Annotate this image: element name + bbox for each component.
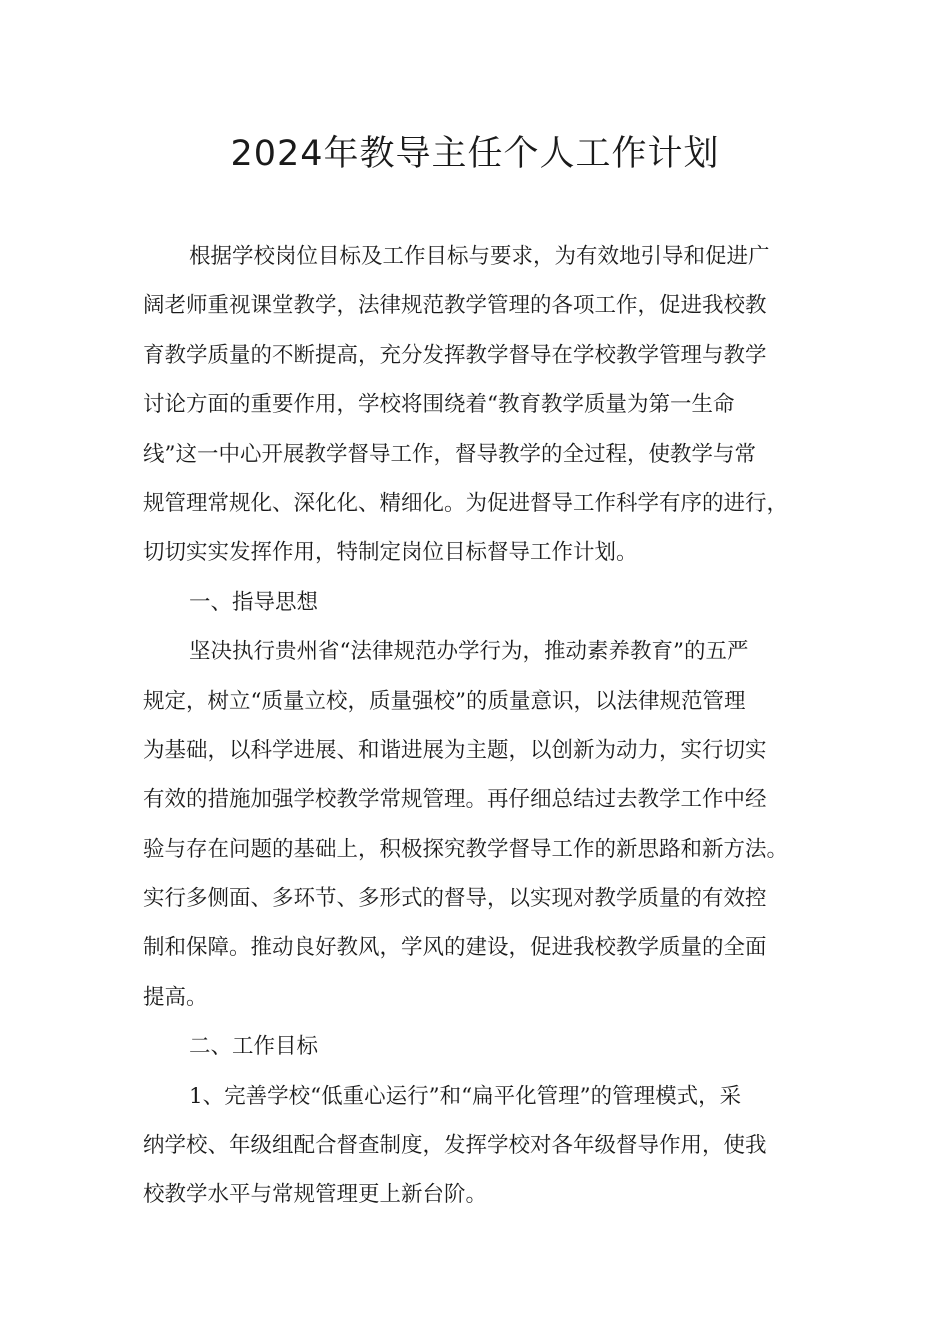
paragraph-guiding-line: 提高。 <box>143 984 208 1010</box>
paragraph-intro-line: 切切实实发挥作用，特制定岗位目标督导工作计划。 <box>143 540 638 566</box>
paragraph-intro-line: 育教学质量的不断提高，充分发挥教学督导在学校教学管理与教学 <box>143 342 767 368</box>
section-heading-work-goals: 二、工作目标 <box>189 1034 319 1060</box>
document-title: 2024年教导主任个人工作计划 <box>230 134 720 174</box>
paragraph-guiding-line: 为基础，以科学进展、和谐进展为主题，以创新为动力，实行切实 <box>143 737 767 763</box>
paragraph-intro-line: 规管理常规化、深化化、精细化。为促进督导工作科学有序的进行， <box>143 490 789 516</box>
paragraph-goal-line: 1、完善学校“低重心运行”和“扁平化管理”的管理模式，采 <box>189 1083 742 1109</box>
paragraph-guiding-line: 规定，树立“质量立校，质量强校”的质量意识，以法律规范管理 <box>143 688 746 714</box>
document-body <box>143 232 833 1220</box>
paragraph-intro-line: 讨论方面的重要作用，学校将围绕着“教育教学质量为第一生命 <box>143 392 735 418</box>
paragraph-goal-line: 纳学校、年级组配合督查制度，发挥学校对各年级督导作用，使我 <box>143 1133 767 1159</box>
paragraph-guiding-line: 验与存在问题的基础上，积极探究教学督导工作的新思路和新方法。 <box>143 836 789 862</box>
paragraph-guiding-line: 制和保障。推动良好教风，学风的建设，促进我校教学质量的全面 <box>143 935 767 961</box>
section-heading-guiding-ideology: 一、指导思想 <box>189 589 319 615</box>
paragraph-intro-line: 线”这一中心开展教学督导工作，督导教学的全过程，使教学与常 <box>143 441 756 467</box>
paragraph-guiding-line: 实行多侧面、多环节、多形式的督导，以实现对教学质量的有效控 <box>143 886 767 912</box>
paragraph-intro-line: 根据学校岗位目标及工作目标与要求，为有效地引导和促进广 <box>189 244 770 269</box>
paragraph-goal-line: 校教学水平与常规管理更上新台阶。 <box>143 1182 488 1208</box>
paragraph-guiding-line: 坚决执行贵州省“法律规范办学行为，推动素养教育”的五严 <box>189 639 749 665</box>
paragraph-intro-line: 阔老师重视课堂教学，法律规范教学管理的各项工作，促进我校教 <box>143 293 767 319</box>
paragraph-guiding-line: 有效的措施加强学校教学常规管理。再仔细总结过去教学工作中经 <box>143 787 767 813</box>
